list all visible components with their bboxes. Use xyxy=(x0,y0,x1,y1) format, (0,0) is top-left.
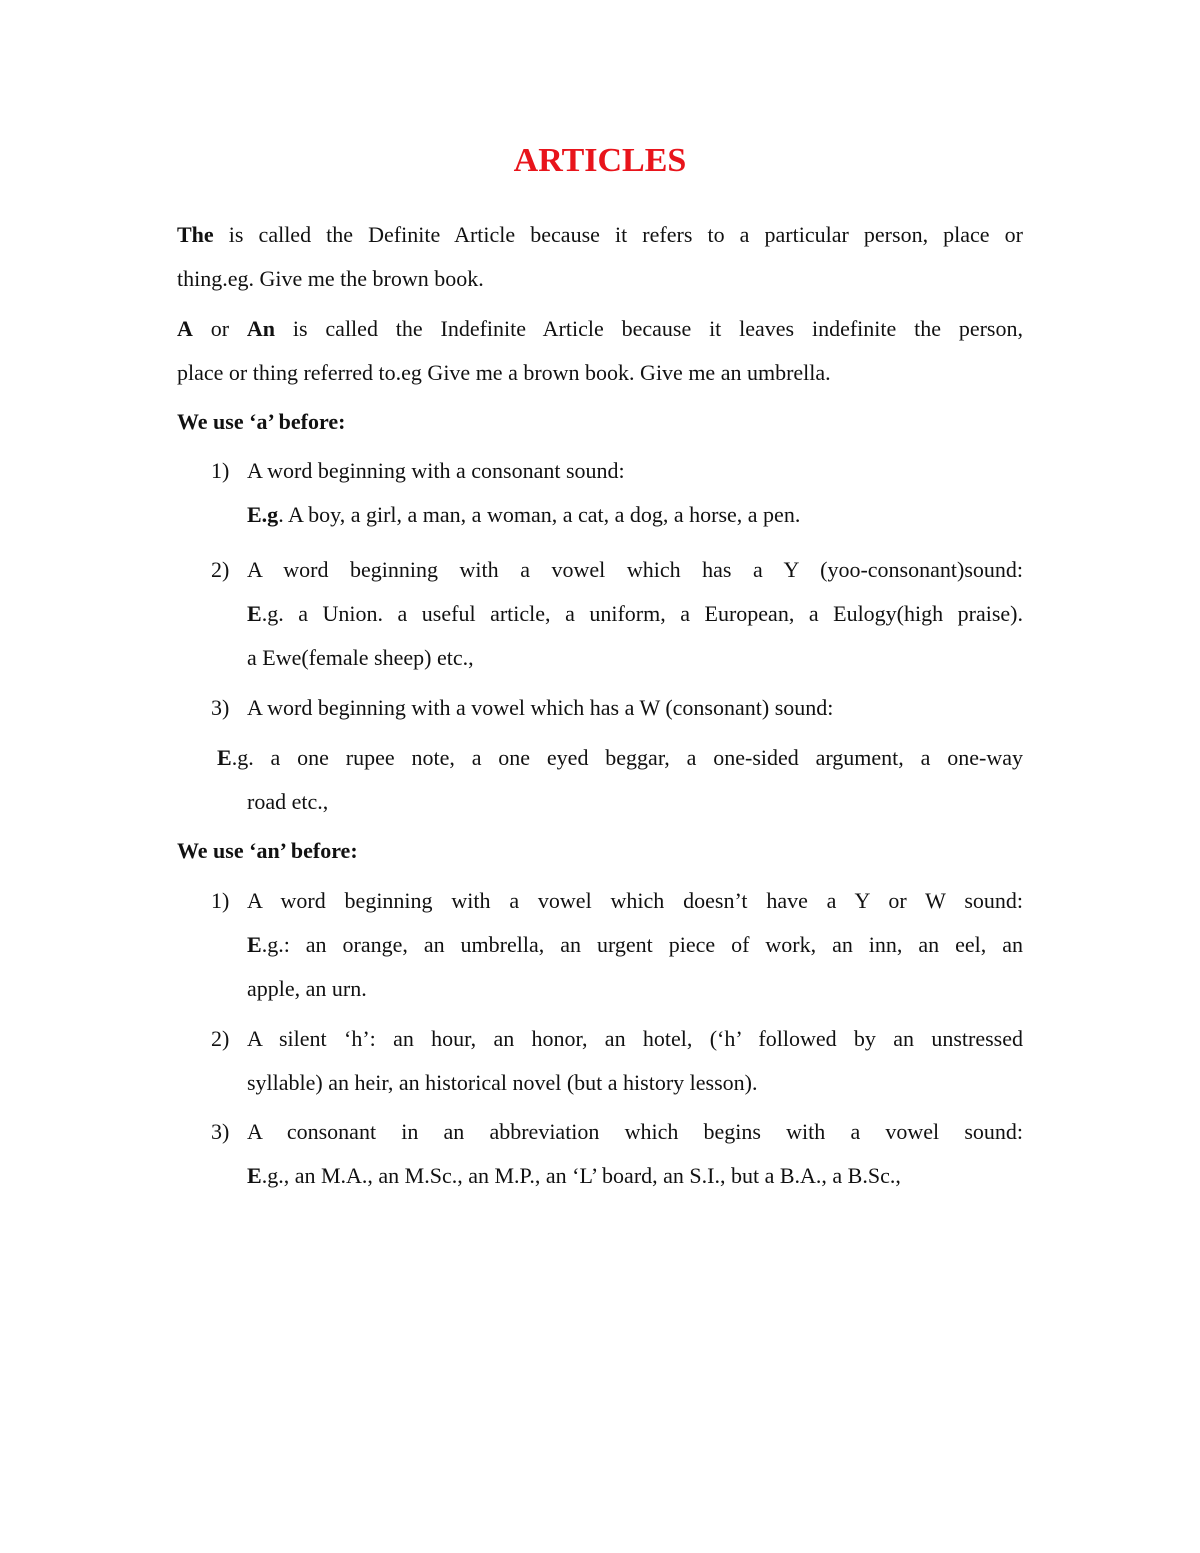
section-an-item-2-line-2: syllable) an heir, an historical novel (but a history lesson). xyxy=(247,1070,758,1095)
section-an-item-1-line: A word beginning with a vowel which doesn’t have a Y or W sound: xyxy=(247,888,1023,913)
section-a-item-1-example: E.g. A boy, a girl, a man, a woman, a cat, a dog, a horse, a pen. xyxy=(247,502,801,527)
section-an-item-3-line: A consonant in an abbreviation which begins with a vowel sound: xyxy=(247,1119,1023,1144)
page-title: ARTICLES xyxy=(513,142,687,179)
definite-line-1: The is called the Definite Article because it refers to a particular person, place or xyxy=(177,222,1023,247)
section-a-item-3-example-block xyxy=(217,736,1023,824)
section-an-heading: We use ‘an’ before: xyxy=(177,838,358,863)
section-a-item-1 xyxy=(247,449,1023,537)
section-an-item-3-example: E.g., an M.A., an M.Sc., an M.P., an ‘L’ board, an S.I., but a B.A., a B.Sc., xyxy=(247,1163,901,1188)
section-a-item-2-line-3: a Ewe(female sheep) etc., xyxy=(247,645,474,670)
section-an-item-1-line-3: apple, an urn. xyxy=(247,976,367,1001)
section-a-heading: We use ‘a’ before: xyxy=(177,409,346,434)
definite-article-paragraph xyxy=(177,213,1023,301)
section-an-item-2 xyxy=(247,1017,1023,1105)
indefinite-line-1: A or An is called the Indefinite Article because it leaves indefinite the person, xyxy=(177,316,1023,341)
section-an-item-1 xyxy=(247,879,1023,1011)
indefinite-line-2: place or thing referred to.eg Give me a brown book. Give me an umbrella. xyxy=(177,360,831,385)
indefinite-term-an: An xyxy=(246,316,276,341)
section-a-item-2-number: 2) xyxy=(211,557,230,582)
section-an-item-3 xyxy=(247,1110,1023,1198)
section-a-item-2-example: E.g. a Union. a useful article, a uniform, a European, a Eulogy(high praise). xyxy=(247,601,1023,626)
section-a-item-3-line-3: road etc., xyxy=(247,789,329,814)
indefinite-term-a: A xyxy=(177,316,193,341)
section-a-item-2-line: A word beginning with a vowel which has a Y (yoo-consonant)sound: xyxy=(247,557,1023,582)
section-a-item-3-example: E.g. a one rupee note, a one eyed beggar, a one-sided argument, a one-way xyxy=(217,745,1023,770)
section-an-item-1-number: 1) xyxy=(211,888,230,913)
indefinite-article-paragraph xyxy=(177,307,1023,395)
definite-line-2: thing.eg. Give me the brown book. xyxy=(177,266,484,291)
section-an-item-2-line: A silent ‘h’: an hour, an honor, an hotel, (‘h’ followed by an unstressed xyxy=(247,1026,1023,1051)
section-an-item-3-number: 3) xyxy=(211,1119,230,1144)
section-an-item-2-number: 2) xyxy=(211,1026,230,1051)
section-a-item-2 xyxy=(247,548,1023,680)
section-a-item-3 xyxy=(247,686,1023,730)
definite-term: The xyxy=(177,222,214,247)
section-a-item-1-number: 1) xyxy=(211,458,230,483)
section-a-item-1-line: A word beginning with a consonant sound: xyxy=(247,458,625,483)
section-a-item-3-number: 3) xyxy=(211,695,230,720)
section-a-item-3-line: A word beginning with a vowel which has a W (consonant) sound: xyxy=(247,695,834,720)
section-an-item-1-example: E.g.: an orange, an umbrella, an urgent piece of work, an inn, an eel, an xyxy=(247,932,1023,957)
